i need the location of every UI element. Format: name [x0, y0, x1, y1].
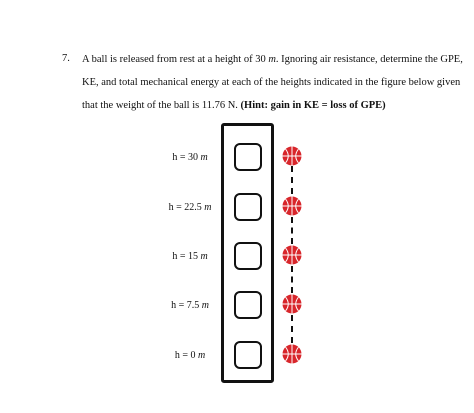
question-line-2: KE, and total mechanical energy at each of the heights indicated in the figure below given — [82, 77, 461, 88]
height-slot-15 — [234, 242, 262, 270]
height-label-0: h = 0 m — [174, 350, 206, 361]
height-label-7-5: h = 7.5 m — [171, 300, 209, 311]
basketball-icon-7-5 — [282, 294, 302, 314]
hint-text: (Hint: gain in KE = loss of GPE) — [240, 100, 386, 111]
question-line-3 — [82, 99, 386, 112]
basketball-icon-0 — [282, 344, 302, 364]
motion-path-4 — [291, 315, 295, 343]
height-label-15: h = 15 m — [172, 251, 208, 262]
question-text-1b: . Ignoring air resistance, determine the GPE, — [275, 54, 463, 65]
question-line-1 — [82, 53, 463, 66]
height-label-30: h = 30 m — [172, 152, 208, 163]
question-text-3a: that the weight of the ball is 11.76 N. — [82, 100, 241, 111]
motion-path-2 — [291, 217, 295, 244]
motion-path-1 — [291, 166, 295, 194]
question-text-1a: A ball is released from rest at a height of 30 — [82, 54, 269, 65]
height-slot-30 — [234, 143, 262, 171]
question-unit-m: m — [268, 54, 276, 65]
height-slot-7-5 — [234, 291, 262, 319]
height-slot-22-5 — [234, 193, 262, 221]
basketball-icon-30 — [282, 146, 302, 166]
question-number: 7. — [62, 53, 70, 64]
motion-path-3 — [291, 266, 295, 293]
height-slot-0 — [234, 341, 262, 369]
height-label-22-5: h = 22.5 m — [168, 202, 212, 213]
basketball-icon-15 — [282, 245, 302, 265]
basketball-icon-22-5 — [282, 196, 302, 216]
